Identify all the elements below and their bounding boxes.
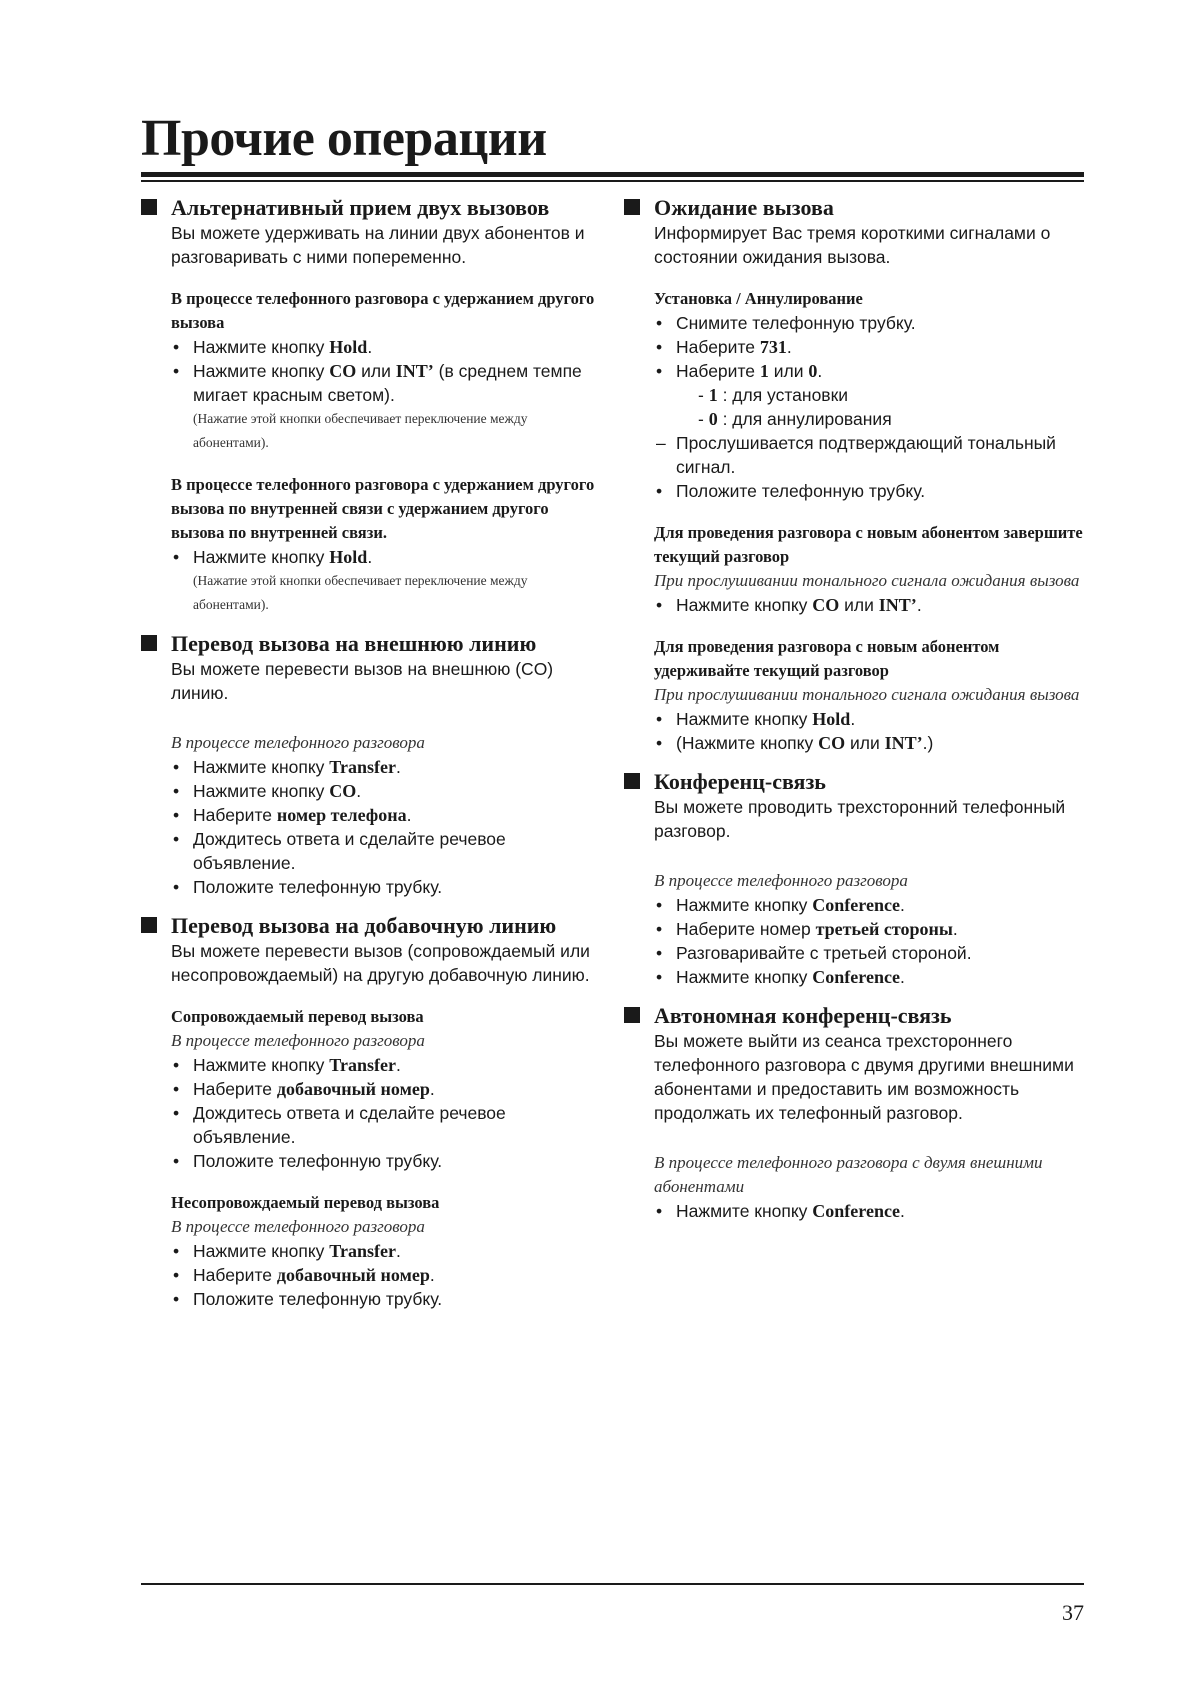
step-item: • Наберите номер телефона. xyxy=(171,803,596,827)
section-heading: Альтернативный прием двух вызовов xyxy=(141,195,596,221)
subheading: Установка / Аннулирование xyxy=(654,289,863,308)
square-bullet-icon xyxy=(141,199,157,215)
step-item: • Нажмите кнопку Transfer. xyxy=(171,1053,596,1077)
section-transfer-co xyxy=(141,631,596,899)
page-number: 37 xyxy=(1062,1600,1084,1625)
step-item: • Положите телефонную трубку. xyxy=(171,1149,596,1173)
subheading: В процессе телефонного разговора с удержанием другого вызова по внутренней связи с удержанием другого вызова по внутренней связи. xyxy=(171,475,595,542)
subheading: Сопровождаемый перевод вызова xyxy=(171,1007,424,1026)
step-item: • Нажмите кнопку CO или INT’ (в среднем темпе мигает красным светом). (Нажатие этой кнопки обеспечивает переключение между абонентами). xyxy=(171,359,596,455)
step-item: • Нажмите кнопку Hold. (Нажатие этой кнопки обеспечивает переключение между абонентами). xyxy=(171,545,596,617)
context-text: В процессе телефонного разговора xyxy=(654,871,908,890)
context-text: При прослушивании тонального сигнала ожидания вызова xyxy=(654,685,1080,704)
step-item: • Нажмите кнопку Conference. xyxy=(654,1199,1084,1223)
step-item: • Наберите добавочный номер. xyxy=(171,1263,596,1287)
section-heading: Ожидание вызова xyxy=(624,195,1084,221)
section-intro: Вы можете проводить трехсторонний телефонный разговор. xyxy=(654,797,1066,841)
square-bullet-icon xyxy=(624,773,640,789)
context-text: В процессе телефонного разговора xyxy=(171,1031,425,1050)
step-item: • Наберите 1 или 0. - 1 : для установки - 0 : для аннулирования xyxy=(654,359,1084,431)
context-text: При прослушивании тонального сигнала ожидания вызова xyxy=(654,571,1080,590)
section-intro: Вы можете перевести вызов на внешнюю (CO) линию. xyxy=(171,659,554,703)
title-rule-thin xyxy=(141,180,1084,182)
section-heading: Автономная конференц-связь xyxy=(624,1003,1084,1029)
step-item: • Наберите номер третьей стороны. xyxy=(654,917,1084,941)
square-bullet-icon xyxy=(141,635,157,651)
step-item: • Наберите 731. xyxy=(654,335,1084,359)
title-rule-thick xyxy=(141,172,1084,177)
section-intro: Вы можете выйти из сеанса трехстороннего телефонного разговора с двумя другими внешними абонентами и предоставить им возможность продолжать их телефонный разговор. xyxy=(654,1031,1074,1123)
step-item: • Наберите добавочный номер. xyxy=(171,1077,596,1101)
right-column xyxy=(624,195,1084,1223)
step-item: • Нажмите кнопку Hold. xyxy=(171,335,596,359)
subheading: Несопровождаемый перевод вызова xyxy=(171,1193,440,1212)
left-column xyxy=(141,195,596,1311)
section-unattended-conference xyxy=(624,1003,1084,1223)
subheading: В процессе телефонного разговора с удержанием другого вызова xyxy=(171,289,595,332)
step-item: – Прослушивается подтверждающий тональный сигнал. xyxy=(654,431,1084,479)
step-list xyxy=(654,593,1084,617)
step-list xyxy=(171,545,596,617)
step-item: • Положите телефонную трубку. xyxy=(171,875,596,899)
step-item: • Нажмите кнопку Conference. xyxy=(654,965,1084,989)
step-item: • Нажмите кнопку Transfer. xyxy=(171,755,596,779)
footer-rule xyxy=(141,1583,1084,1585)
step-list xyxy=(654,311,1084,503)
step-list xyxy=(171,1053,596,1173)
step-note: (Нажатие этой кнопки обеспечивает переключение между абонентами). xyxy=(193,573,528,612)
step-list xyxy=(171,335,596,455)
context-text: В процессе телефонного разговора с двумя внешними абонентами xyxy=(654,1153,1043,1196)
section-intro: Вы можете удерживать на линии двух абонентов и разговаривать с ними попеременно. xyxy=(171,223,585,267)
section-heading: Перевод вызова на внешнюю линию xyxy=(141,631,596,657)
section-heading: Конференц-связь xyxy=(624,769,1084,795)
step-item: • Нажмите кнопку Transfer. xyxy=(171,1239,596,1263)
step-list xyxy=(171,1239,596,1311)
option-line: - 0 : для аннулирования xyxy=(698,409,892,429)
square-bullet-icon xyxy=(624,199,640,215)
section-conference xyxy=(624,769,1084,989)
section-transfer-extension xyxy=(141,913,596,1311)
step-list xyxy=(654,1199,1084,1223)
step-item: • Разговаривайте с третьей стороной. xyxy=(654,941,1084,965)
step-item: • Положите телефонную трубку. xyxy=(654,479,1084,503)
step-item: • Дождитесь ответа и сделайте речевое объявление. xyxy=(171,1101,596,1149)
subheading: Для проведения разговора с новым абонентом удерживайте текущий разговор xyxy=(654,637,1000,680)
step-item: • Нажмите кнопку CO или INT’. xyxy=(654,593,1084,617)
step-item: • Положите телефонную трубку. xyxy=(171,1287,596,1311)
step-note: (Нажатие этой кнопки обеспечивает переключение между абонентами). xyxy=(193,411,528,450)
context-text: В процессе телефонного разговора xyxy=(171,1217,425,1236)
section-intro: Вы можете перевести вызов (сопровождаемый или несопровождаемый) на другую добавочную линию. xyxy=(171,941,590,985)
page-title: Прочие операции xyxy=(141,110,547,167)
step-list xyxy=(654,707,1084,755)
step-item: • (Нажмите кнопку CO или INT’.) xyxy=(654,731,1084,755)
subheading: Для проведения разговора с новым абонентом завершите текущий разговор xyxy=(654,523,1083,566)
step-item: • Нажмите кнопку CO. xyxy=(171,779,596,803)
step-item: • Дождитесь ответа и сделайте речевое объявление. xyxy=(171,827,596,875)
option-line: - 1 : для установки xyxy=(698,385,849,405)
step-item: • Нажмите кнопку Conference. xyxy=(654,893,1084,917)
section-heading: Перевод вызова на добавочную линию xyxy=(141,913,596,939)
step-list xyxy=(171,755,596,899)
step-item: • Нажмите кнопку Hold. xyxy=(654,707,1084,731)
section-alternating-calls xyxy=(141,195,596,617)
step-list xyxy=(654,893,1084,989)
step-item: • Снимите телефонную трубку. xyxy=(654,311,1084,335)
section-call-waiting xyxy=(624,195,1084,755)
section-intro: Информирует Вас тремя короткими сигналами о состоянии ожидания вызова. xyxy=(654,223,1051,267)
context-text: В процессе телефонного разговора xyxy=(171,733,425,752)
square-bullet-icon xyxy=(141,917,157,933)
square-bullet-icon xyxy=(624,1007,640,1023)
